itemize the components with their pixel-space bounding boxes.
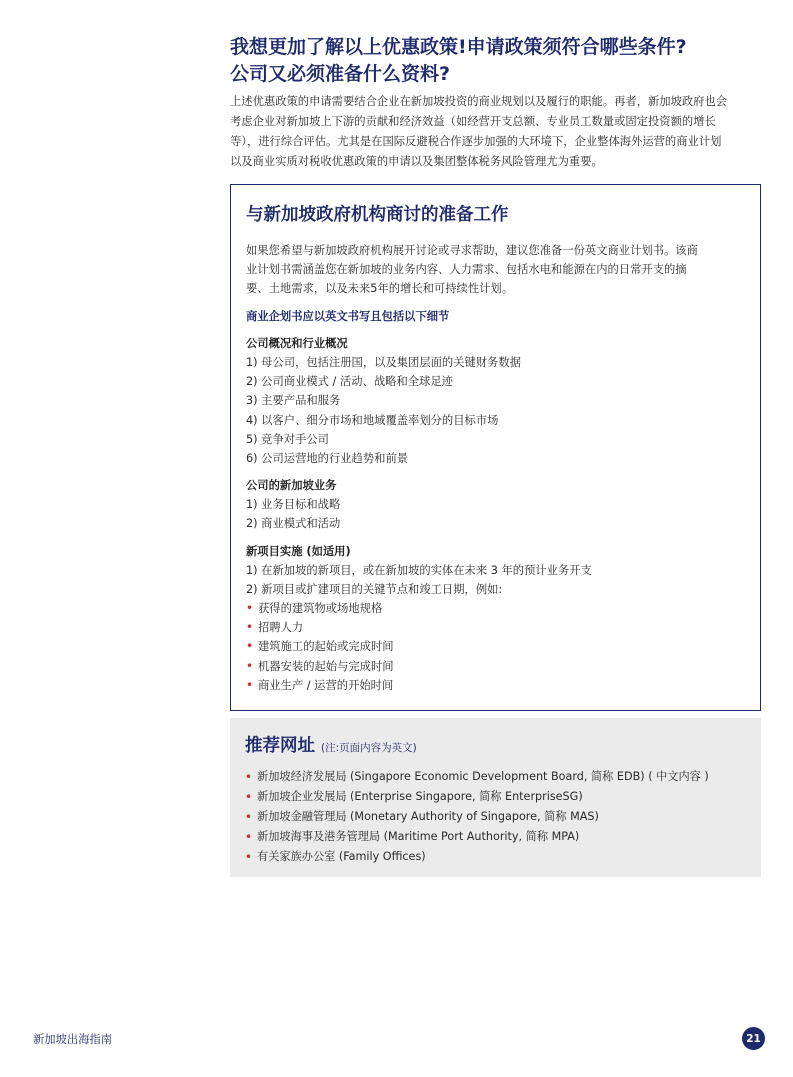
- footer-guide-title: 新加坡出海指南: [33, 1033, 113, 1046]
- link-text[interactable]: 新加坡企业发展局 (Enterprise Singapore, 简称 EnterpriseSG): [257, 790, 583, 803]
- heading-line-2: 公司又必须准备什么资料?: [230, 63, 451, 85]
- bullet-text: 建筑施工的起始或完成时间: [258, 640, 394, 654]
- bullet-dot-icon: •: [245, 790, 253, 804]
- link-item-enterprisesg[interactable]: [245, 787, 746, 807]
- section-new-project: [246, 542, 745, 695]
- heading-line-1: 我想更加了解以上优惠政策!申请政策须符合哪些条件?: [230, 36, 687, 58]
- link-text[interactable]: 新加坡海事及港务管理局 (Maritime Port Authority, 简称 MPA): [257, 830, 580, 843]
- box-intro-line: 业计划书需涵盖您在新加坡的业务内容、人力需求、包括水电和能源在内的日常开支的摘: [246, 263, 687, 276]
- bullet-item: [246, 599, 745, 618]
- page-number-badge: 21: [742, 1027, 765, 1050]
- bullet-dot-icon: •: [246, 639, 254, 654]
- list-item: 3) 主要产品和服务: [246, 394, 341, 408]
- bullet-dot-icon: •: [245, 770, 253, 784]
- list-item: 1) 业务目标和战略: [246, 498, 341, 512]
- bullet-dot-icon: •: [246, 658, 254, 673]
- bullet-text: 招聘人力: [258, 621, 304, 635]
- bullet-item: [246, 618, 745, 637]
- intro-line: 等），进行综合评估。尤其是在国际反避税合作逐步加强的大环境下，企业整体海外运营的商业计划: [230, 135, 722, 148]
- section-title: 新项目实施 (如适用): [246, 544, 351, 558]
- bullet-dot-icon: •: [245, 850, 253, 864]
- section-singapore-business: [246, 476, 745, 533]
- bullet-text: 获得的建筑物或场地规格: [258, 602, 383, 616]
- list-item: 4) 以客户、细分市场和地域覆盖率划分的目标市场: [246, 413, 499, 427]
- bullet-text: 商业生产 / 运营的开始时间: [258, 678, 394, 692]
- list-item: 1) 母公司，包括注册国，以及集团层面的关键财务数据: [246, 356, 522, 369]
- bullet-dot-icon: •: [246, 620, 254, 635]
- list-item: 2) 新项目或扩建项目的关键节点和竣工日期，例如:: [246, 582, 503, 596]
- section-title: 公司的新加坡业务: [246, 479, 337, 493]
- recommended-note: (注:页面内容为英文): [321, 742, 417, 754]
- bullet-item: [246, 676, 745, 695]
- intro-line: 上述优惠政策的申请需要结合企业在新加坡投资的商业规划以及履行的职能。再者，新加坡政府也会: [230, 95, 728, 108]
- list-item: 1) 在新加坡的新项目，或在新加坡的实体在未来 3 年的预计业务开支: [246, 563, 592, 577]
- link-text[interactable]: 新加坡金融管理局 (Monetary Authority of Singapore, 简称 MAS): [257, 810, 599, 823]
- recommended-header: [245, 734, 746, 758]
- page-heading: [230, 34, 770, 88]
- bullet-text: 机器安装的起始与完成时间: [258, 659, 394, 673]
- link-item-edb[interactable]: [245, 767, 746, 787]
- box-intro: [246, 241, 745, 298]
- bullet-dot-icon: •: [246, 677, 254, 692]
- bullet-dot-icon: •: [245, 810, 253, 824]
- bullet-dot-icon: •: [246, 601, 254, 616]
- intro-paragraph: [230, 92, 762, 172]
- bullet-dot-icon: •: [245, 830, 253, 844]
- link-item-family-offices[interactable]: [245, 847, 746, 867]
- box-intro-line: 要、土地需求，以及未来5年的增长和可持续性计划。: [246, 282, 514, 295]
- preparation-box: [230, 184, 761, 711]
- recommended-title: 推荐网址: [245, 736, 315, 756]
- link-text[interactable]: 新加坡经济发展局 (Singapore Economic Development Board, 简称 EDB) ( 中文内容 ): [257, 770, 709, 783]
- section-title: 公司概况和行业概况: [246, 337, 348, 350]
- bullet-item: [246, 657, 745, 676]
- link-item-mas[interactable]: [245, 807, 746, 827]
- business-plan-note: 商业企划书应以英文书写且包括以下细节: [246, 310, 450, 323]
- list-item: 5) 竞争对手公司: [246, 432, 329, 446]
- recommended-sites-panel: [230, 718, 761, 877]
- box-title: 与新加坡政府机构商讨的准备工作: [246, 205, 509, 225]
- intro-line: 以及商业实质对税收优惠政策的申请以及集团整体税务风险管理尤为重要。: [230, 155, 603, 168]
- bullet-item: [246, 637, 745, 656]
- intro-line: 考虑企业对新加坡上下游的贡献和经济效益（如经营开支总额、专业员工数量或固定投资额的增长: [230, 115, 716, 128]
- box-intro-line: 如果您希望与新加坡政府机构展开讨论或寻求帮助，建议您准备一份英文商业计划书。该商: [246, 244, 698, 257]
- list-item: 2) 公司商业模式 / 活动、战略和全球足迹: [246, 375, 453, 389]
- list-item: 6) 公司运营地的行业趋势和前景: [246, 452, 409, 466]
- list-item: 2) 商业模式和活动: [246, 517, 341, 531]
- link-item-mpa[interactable]: [245, 827, 746, 847]
- link-text[interactable]: 有关家族办公室 (Family Offices): [257, 850, 426, 863]
- section-company-overview: [246, 334, 745, 468]
